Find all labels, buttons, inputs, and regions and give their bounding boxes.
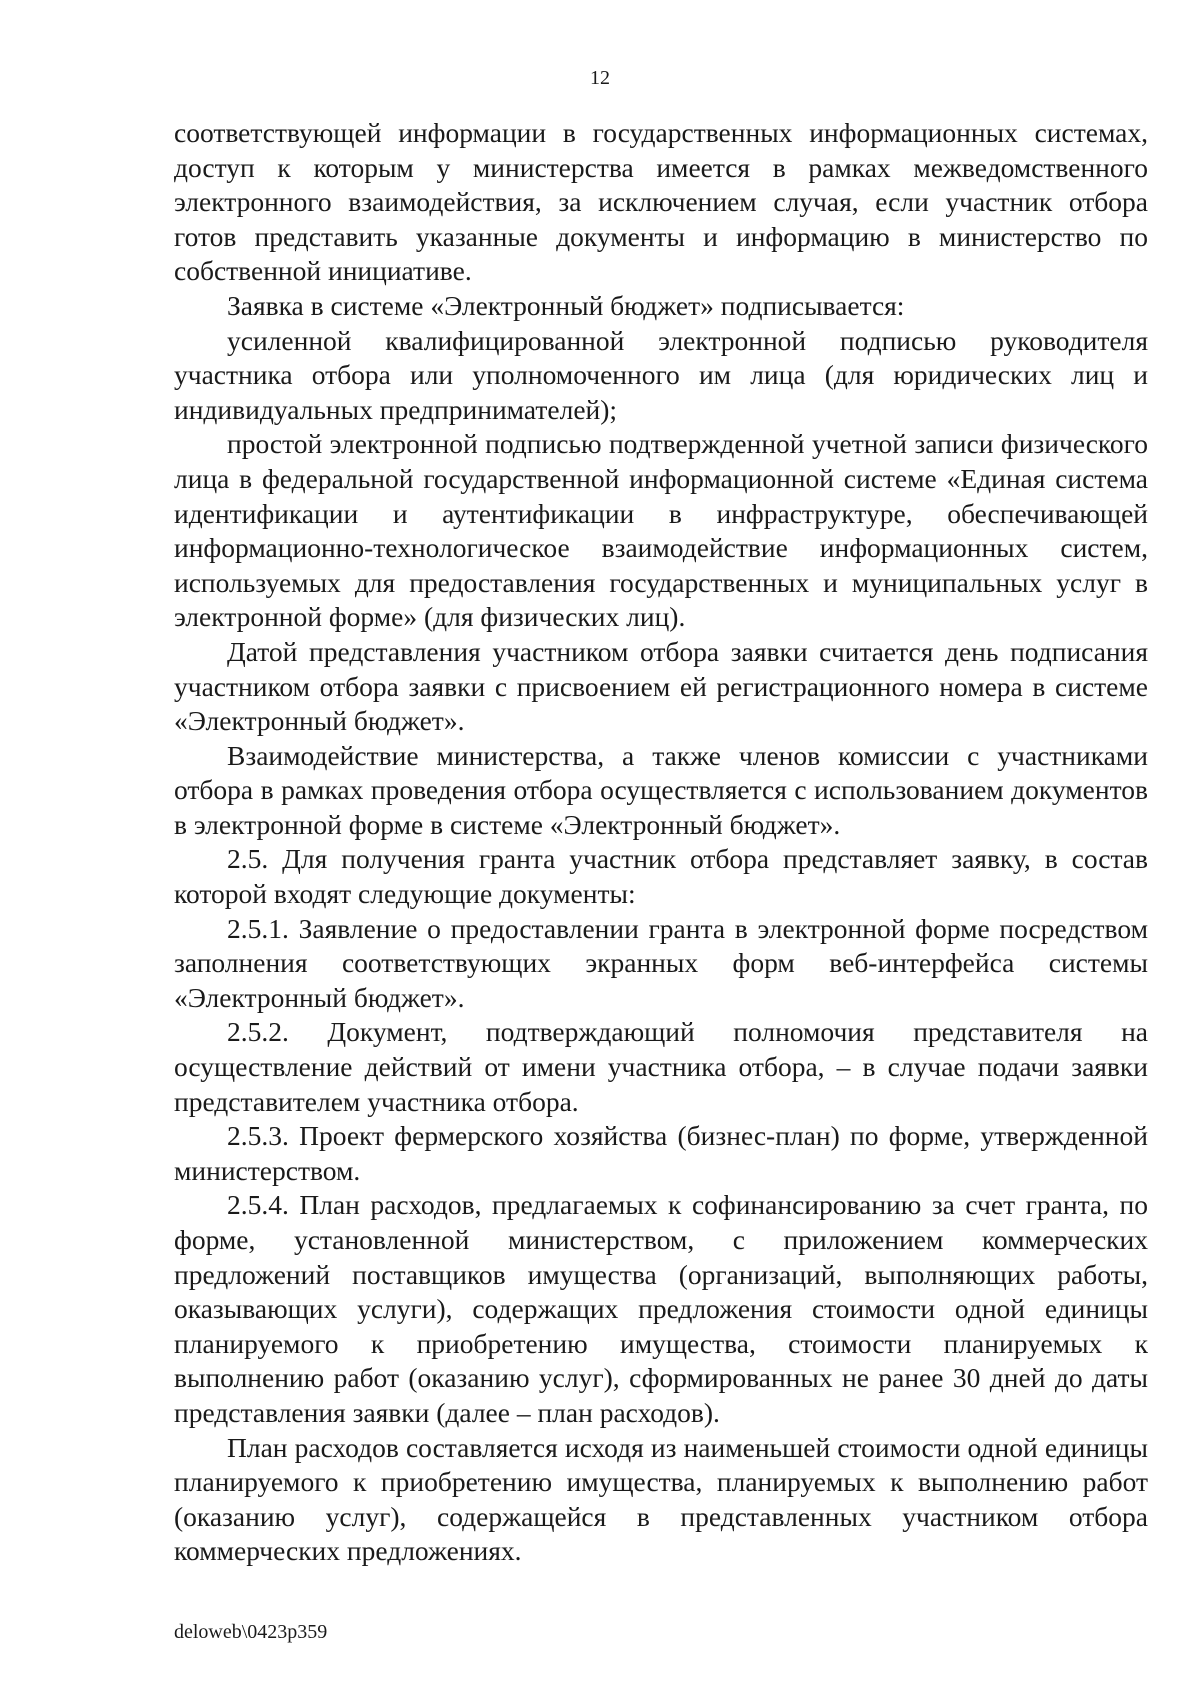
- document-body: [174, 116, 1148, 1569]
- paragraph-simple-signature: простой электронной подписью подтвержденной учетной записи физического лица в федеральной государственной информационной системе «Единая система идентификации и аутентификации в инфраструктуре, обеспечивающей информационно-технологическое взаимодействие информационных систем, используемых для предоставления государственных и муниципальных услуг в электронной форме» (для физических лиц).: [174, 428, 1148, 633]
- paragraph-section-2-5-3: 2.5.3. Проект фермерского хозяйства (бизнес-план) по форме, утвержденной министерством.: [174, 1120, 1148, 1186]
- paragraph-expense-plan: План расходов составляется исходя из наименьшей стоимости одной единицы планируемого к приобретению имущества, планируемых к выполнению работ (оказанию услуг), содержащейся в представленных участником отбора коммерческих предложениях.: [174, 1431, 1148, 1567]
- paragraph-section-2-5-1: 2.5.1. Заявление о предоставлении гранта в электронной форме посредством заполнения соответствующих экранных форм веб-интерфейса системы «Электронный бюджет».: [174, 912, 1148, 1013]
- paragraph-signature-intro: Заявка в системе «Электронный бюджет» подписывается:: [227, 289, 905, 321]
- paragraph-section-2-5: 2.5. Для получения гранта участник отбора представляет заявку, в состав которой входят следующие документы:: [174, 843, 1148, 910]
- paragraph-section-2-5-4: 2.5.4. План расходов, предлагаемых к софинансированию за счет гранта, по форме, установленной министерством, с приложением коммерческих предложений поставщиков имущества (организаций, выполняющих работы, оказывающих услуги), содержащих предложения стоимости одной единицы планируемого к приобретению имущества, стоимости планируемых к выполнению работ (оказанию услуг), сформированных не ранее 30 дней до даты представления заявки (далее – план расходов).: [174, 1189, 1148, 1428]
- paragraph-interaction: Взаимодействие министерства, а также членов комиссии с участниками отбора в рамках проведения отбора осуществляется с использованием документов в электронной форме в системе «Электронный бюджет».: [174, 739, 1148, 840]
- paragraph-qualified-signature: усиленной квалифицированной электронной подписью руководителя участника отбора или уполномоченного им лица (для юридических лиц и индивидуальных предпринимателей);: [174, 324, 1148, 425]
- page-number: 12: [590, 67, 610, 89]
- paragraph-continuation: соответствующей информации в государственных информационных системах, доступ к которым у министерства имеется в рамках межведомственного электронного взаимодействия, за исключением случая, если участник отбора готов представить указанные документы и информацию в министерство по собственной инициативе.: [174, 117, 1148, 287]
- paragraph-section-2-5-2: 2.5.2. Документ, подтверждающий полномочия представителя на осуществление действий от имени участника отбора, – в случае подачи заявки представителем участника отбора.: [174, 1016, 1148, 1117]
- paragraph-submission-date: Датой представления участником отбора заявки считается день подписания участником отбора заявки с присвоением ей регистрационного номера в системе «Электронный бюджет».: [174, 635, 1148, 737]
- document-code: deloweb\0423p359: [174, 1621, 328, 1643]
